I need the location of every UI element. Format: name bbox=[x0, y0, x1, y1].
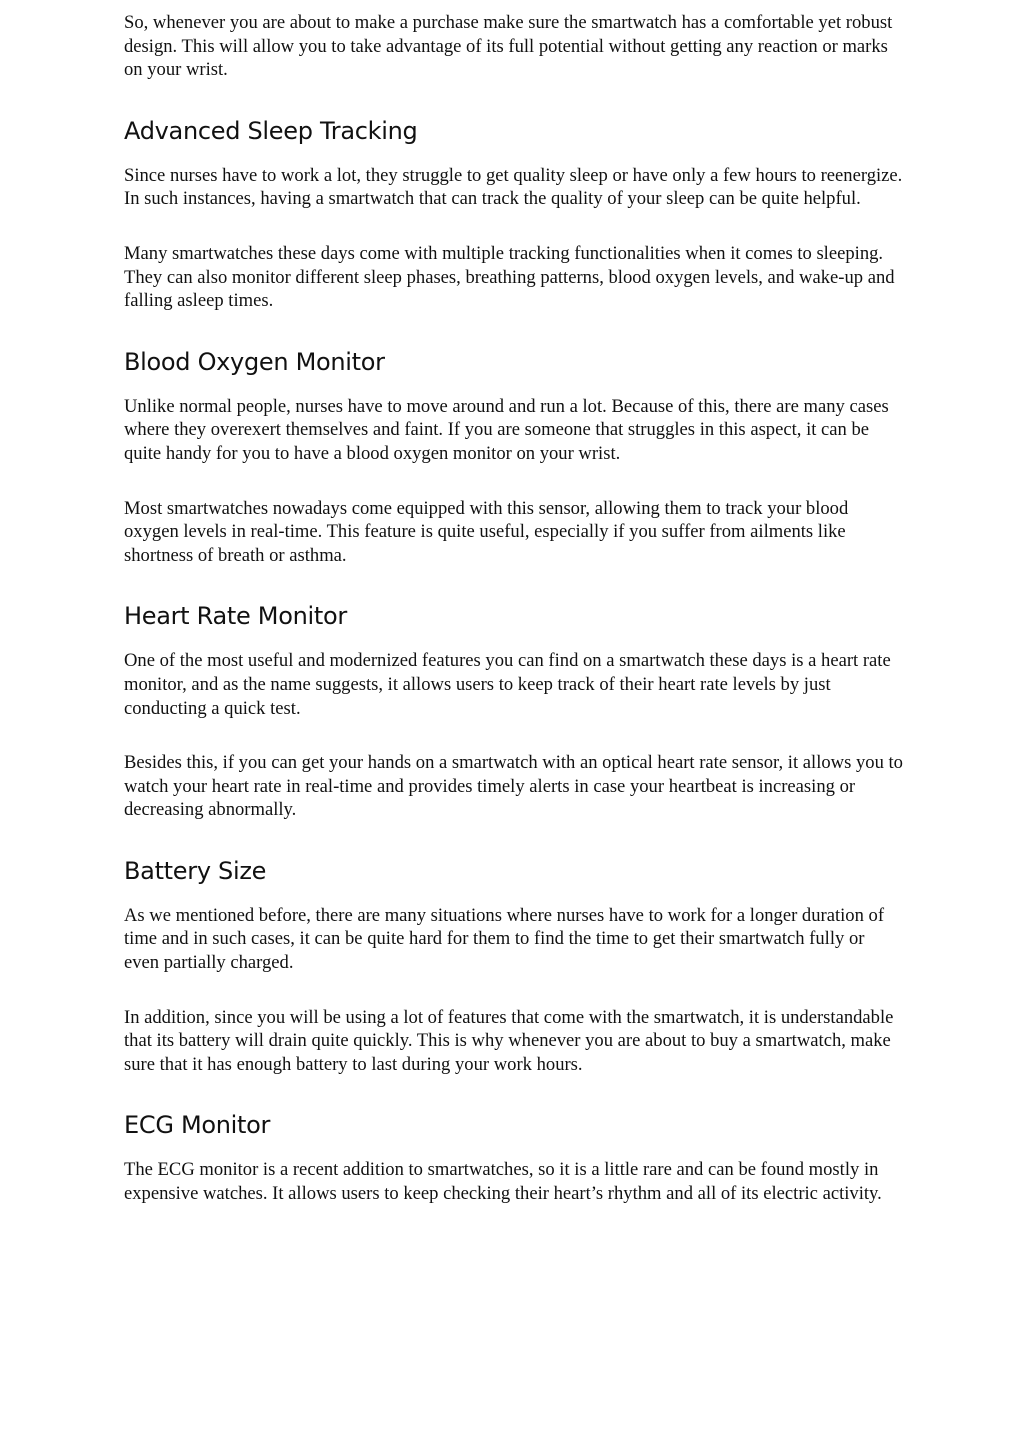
section-heart-rate-monitor bbox=[124, 601, 904, 822]
section-heading: ECG Monitor bbox=[124, 1111, 271, 1140]
section-heading: Advanced Sleep Tracking bbox=[124, 116, 418, 145]
intro-paragraph: So, whenever you are about to make a purchase make sure the smartwatch has a comfortable yet robust design. This will allow you to take advantage of its full potential without getting any reaction or marks on your wrist. bbox=[124, 12, 893, 81]
section-paragraph: In addition, since you will be using a lot of features that come with the smartwatch, it is understandable that its battery will drain quite quickly. This is why whenever you are about to buy a smartwatch, make sure that it has enough battery to last during your work hours. bbox=[124, 1006, 894, 1075]
section-paragraph: Since nurses have to work a lot, they struggle to get quality sleep or have only a few hours to reenergize. In such instances, having a smartwatch that can track the quality of your sleep can be quite helpful. bbox=[124, 164, 903, 210]
section-advanced-sleep-tracking bbox=[124, 116, 904, 313]
section-paragraph: Many smartwatches these days come with multiple tracking functionalities when it comes to sleeping. They can also monitor different sleep phases, breathing patterns, blood oxygen levels, and wake-up and falling asleep times. bbox=[124, 242, 895, 312]
intro-block bbox=[124, 11, 904, 82]
document-page bbox=[124, 11, 904, 1206]
section-blood-oxygen-monitor bbox=[124, 347, 904, 568]
section-heading: Battery Size bbox=[124, 856, 267, 885]
section-paragraph: Unlike normal people, nurses have to move around and run a lot. Because of this, there are many cases where they overexert themselves and faint. If you are someone that struggles in this aspect, it can be quite handy for you to have a blood oxygen monitor on your wrist. bbox=[124, 395, 889, 464]
section-paragraph: As we mentioned before, there are many situations where nurses have to work for a longer duration of time and in such cases, it can be quite hard for them to find the time to get their smartwatch fully or even partially charged. bbox=[124, 904, 885, 974]
section-paragraph: Most smartwatches nowadays come equipped with this sensor, allowing them to track your blood oxygen levels in real-time. This feature is quite useful, especially if you suffer from ailments like shortness of breath or asthma. bbox=[124, 497, 849, 566]
section-paragraph: Besides this, if you can get your hands on a smartwatch with an optical heart rate sensor, it allows you to watch your heart rate in real-time and provides timely alerts in case your heartbeat is increasing or decreasing abnormally. bbox=[124, 752, 903, 821]
section-ecg-monitor bbox=[124, 1110, 904, 1205]
section-paragraph: One of the most useful and modernized features you can find on a smartwatch these days is a heart rate monitor, and as the name suggests, it allows users to keep track of their heart rate levels by just conducting a quick test. bbox=[124, 650, 891, 719]
section-paragraph: The ECG monitor is a recent addition to smartwatches, so it is a little rare and can be found mostly in expensive watches. It allows users to keep checking their heart’s rhythm and all of its electric activity. bbox=[124, 1159, 882, 1205]
section-battery-size bbox=[124, 856, 904, 1077]
section-heading: Blood Oxygen Monitor bbox=[124, 347, 385, 376]
section-heading: Heart Rate Monitor bbox=[124, 602, 347, 631]
